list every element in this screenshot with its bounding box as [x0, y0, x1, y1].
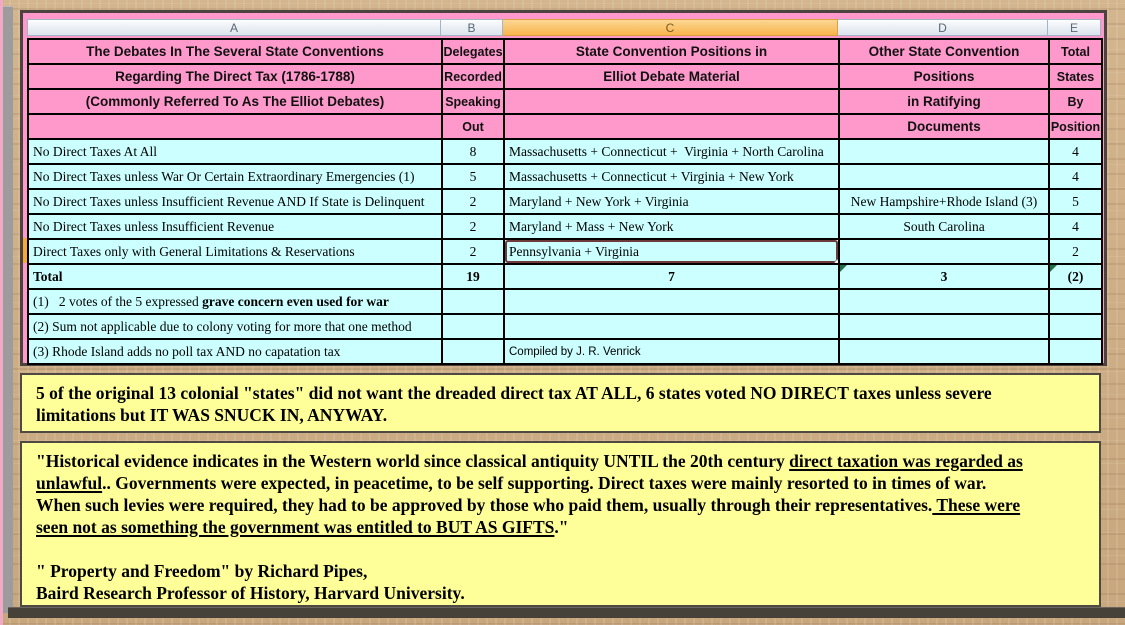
cell-e6[interactable]: 4 — [1050, 165, 1103, 190]
column-header-a[interactable]: A — [27, 19, 441, 36]
cell-b2[interactable]: Recorded — [443, 65, 505, 90]
quote-text: ." — [554, 517, 569, 537]
cell-b13[interactable] — [443, 340, 505, 365]
cell-a11-footnote1[interactable] — [29, 290, 443, 315]
cell-e8[interactable]: 4 — [1050, 215, 1103, 240]
cell-e12[interactable] — [1050, 315, 1103, 340]
column-header-b[interactable]: B — [441, 19, 503, 36]
cell-c9-selected[interactable] — [505, 240, 840, 265]
cell-c11[interactable] — [505, 290, 840, 315]
cell-a2[interactable]: Regarding The Direct Tax (1786-1788) — [29, 65, 443, 90]
cell-e9[interactable]: 2 — [1050, 240, 1103, 265]
quote-line-1 — [36, 450, 1085, 472]
quote-text: .. Governments were expected, in peacetime, to be self supporting. Direct taxes were mainly resorted to in times of war. — [102, 473, 987, 493]
cell-e2[interactable]: States — [1050, 65, 1103, 90]
cell-b11[interactable] — [443, 290, 505, 315]
cell-a4[interactable] — [29, 115, 443, 140]
left-frame-bar — [3, 6, 13, 613]
summary-line-1: 5 of the original 13 colonial "states" did not want the dreaded direct tax AT ALL, 6 states voted NO DIRECT taxes unless severe — [36, 383, 992, 403]
cell-a7[interactable]: No Direct Taxes unless Insufficient Revenue AND If State is Delinquent — [29, 190, 443, 215]
quote-underlined-text: direct taxation was regarded as — [789, 451, 1023, 471]
column-header-d[interactable]: D — [838, 19, 1048, 36]
cell-d12[interactable] — [840, 315, 1050, 340]
cell-c12[interactable] — [505, 315, 840, 340]
quote-underlined-text: seen not as something the government was entitled to BUT AS GIFTS — [36, 517, 555, 537]
cell-c7[interactable]: Maryland + New York + Virginia — [505, 190, 840, 215]
quote-line-3 — [36, 494, 1085, 516]
column-header-strip — [27, 19, 1104, 36]
cell-a8[interactable]: No Direct Taxes unless Insufficient Revenue — [29, 215, 443, 240]
column-header-c-selected[interactable]: C — [503, 19, 838, 36]
cell-a12-footnote2[interactable]: (2) Sum not applicable due to colony voting for more that one method — [29, 315, 443, 340]
quote-text: When such levies were required, they had to be approved by those who paid them, usually through their representatives. — [36, 495, 933, 515]
sheet-grid — [27, 38, 1103, 365]
quote-underlined-text: unlawful — [36, 473, 103, 493]
quote-line-4 — [36, 516, 1085, 538]
cell-d13[interactable] — [840, 340, 1050, 365]
cell-d5[interactable] — [840, 140, 1050, 165]
cell-d8[interactable]: South Carolina — [840, 215, 1050, 240]
cell-b12[interactable] — [443, 315, 505, 340]
cell-d6[interactable] — [840, 165, 1050, 190]
cell-c10-total[interactable]: 7 — [505, 265, 840, 290]
footnote1-bold-text: grave concern even used for war — [202, 293, 389, 309]
cell-d7[interactable]: New Hampshire+Rhode Island (3) — [840, 190, 1050, 215]
footnote1-text: (1) 2 votes of the 5 expressed — [33, 293, 203, 309]
column-header-e[interactable]: E — [1048, 19, 1101, 36]
cell-e7[interactable]: 5 — [1050, 190, 1103, 215]
cell-b10-total[interactable]: 19 — [443, 265, 505, 290]
cell-a10-total[interactable]: Total — [29, 265, 443, 290]
cell-c1[interactable]: State Convention Positions in — [505, 40, 840, 65]
cell-a5[interactable]: No Direct Taxes At All — [29, 140, 443, 165]
cell-e5[interactable]: 4 — [1050, 140, 1103, 165]
cell-e1[interactable]: Total — [1050, 40, 1103, 65]
cell-c4[interactable] — [505, 115, 840, 140]
cell-b9[interactable]: 2 — [443, 240, 505, 265]
quote-text: "Historical evidence indicates in the Western world since classical antiquity UNTIL the 20th century — [36, 451, 790, 471]
cell-d10-total-with-comment[interactable]: 3 — [840, 265, 1050, 290]
cell-b6[interactable]: 5 — [443, 165, 505, 190]
cell-a9[interactable]: Direct Taxes only with General Limitations & Reservations — [29, 240, 443, 265]
citation-line-1: " Property and Freedom" by Richard Pipes, — [36, 561, 368, 581]
cell-e4[interactable]: Position — [1050, 115, 1103, 140]
cell-c3[interactable] — [505, 90, 840, 115]
quote-note-box — [20, 441, 1101, 607]
cell-b1[interactable]: Delegates — [443, 40, 505, 65]
citation-line-2: Baird Research Professor of History, Harvard University. — [36, 583, 465, 603]
bottom-divider-bar — [8, 607, 1125, 618]
cell-c13-compiled-by[interactable]: Compiled by J. R. Venrick — [505, 340, 840, 365]
summary-line-2: limitations but IT WAS SNUCK IN, ANYWAY. — [36, 405, 388, 425]
cell-d11[interactable] — [840, 290, 1050, 315]
cell-e13[interactable] — [1050, 340, 1103, 365]
cell-d3[interactable]: in Ratifying — [840, 90, 1050, 115]
spreadsheet — [20, 10, 1107, 366]
cell-d2[interactable]: Positions — [840, 65, 1050, 90]
quote-line-2 — [36, 472, 1085, 494]
cell-d4[interactable]: Documents — [840, 115, 1050, 140]
cell-a1[interactable]: The Debates In The Several State Conventions — [29, 40, 443, 65]
cell-b5[interactable]: 8 — [443, 140, 505, 165]
cell-c5[interactable]: Massachusetts + Connecticut + Virginia + North Carolina — [505, 140, 840, 165]
cell-e3[interactable]: By — [1050, 90, 1103, 115]
cell-c8[interactable]: Maryland + Mass + New York — [505, 215, 840, 240]
cell-d1[interactable]: Other State Convention — [840, 40, 1050, 65]
summary-note-box — [20, 373, 1101, 433]
cell-a3[interactable]: (Commonly Referred To As The Elliot Debates) — [29, 90, 443, 115]
selected-cell-text: Pennsylvania + Virginia — [509, 243, 640, 259]
cell-c6[interactable]: Massachusetts + Connecticut + Virginia + New York — [505, 165, 840, 190]
cell-e11[interactable] — [1050, 290, 1103, 315]
cell-b3[interactable]: Speaking — [443, 90, 505, 115]
cell-a13-footnote3[interactable]: (3) Rhode Island adds no poll tax AND no capatation tax — [29, 340, 443, 365]
cell-b7[interactable]: 2 — [443, 190, 505, 215]
cell-c2[interactable]: Elliot Debate Material — [505, 65, 840, 90]
cell-a6[interactable]: No Direct Taxes unless War Or Certain Extraordinary Emergencies (1) — [29, 165, 443, 190]
cell-e10-total-with-comment[interactable]: (2) — [1050, 265, 1103, 290]
cell-d9[interactable] — [840, 240, 1050, 265]
cell-b4[interactable]: Out — [443, 115, 505, 140]
cell-b8[interactable]: 2 — [443, 215, 505, 240]
selected-row-header-sliver — [23, 238, 27, 263]
quote-underlined-text: These were — [932, 495, 1021, 515]
